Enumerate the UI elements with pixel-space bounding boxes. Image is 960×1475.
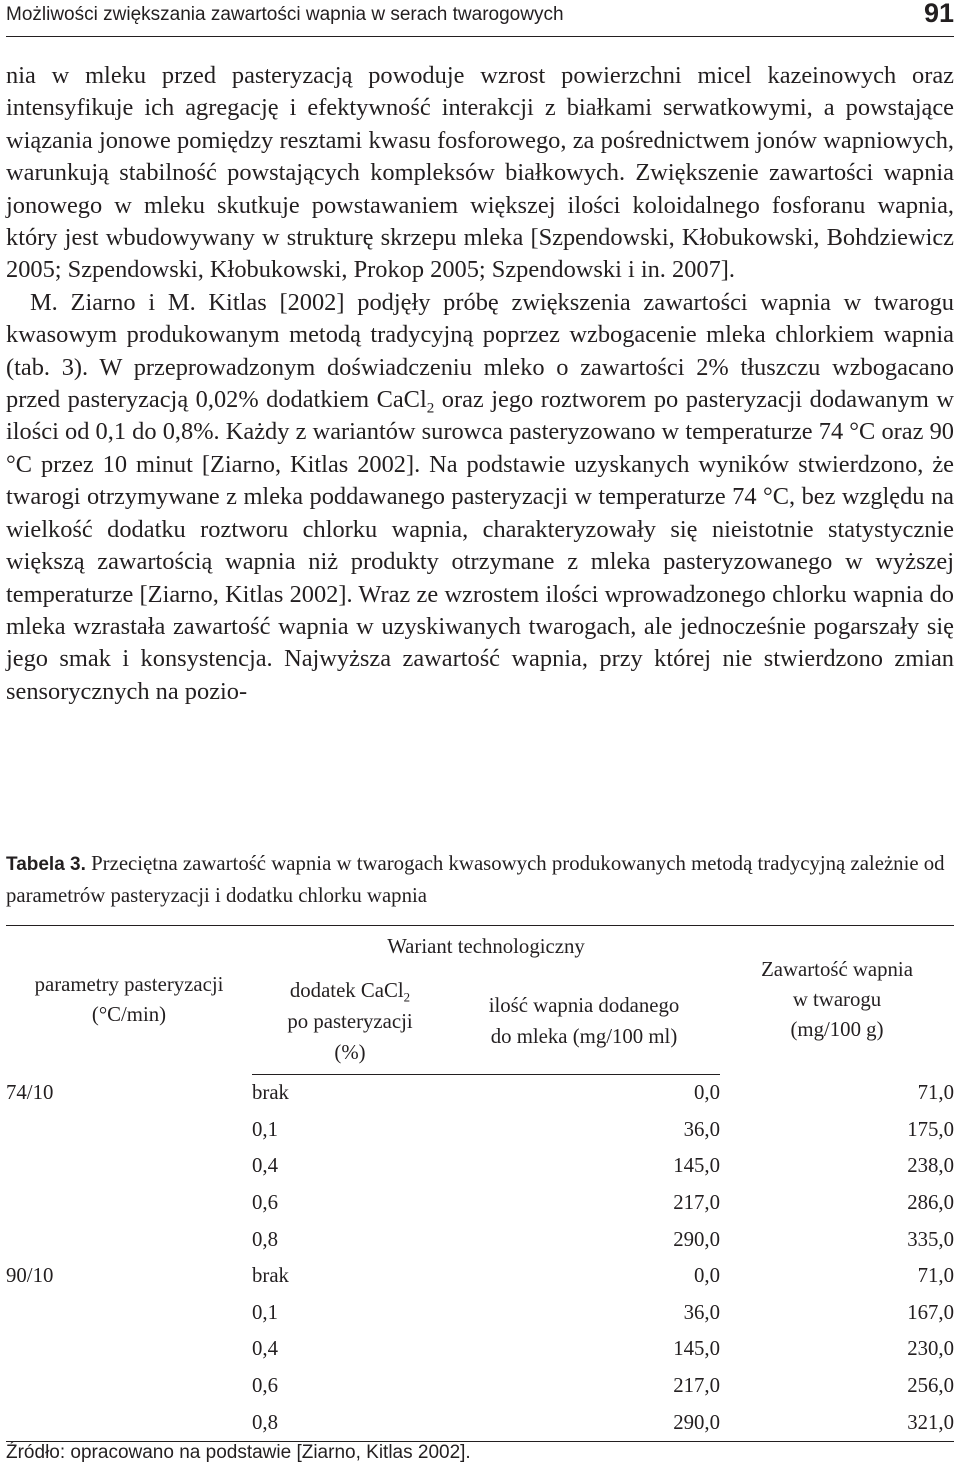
table-row [6,1221,954,1258]
header-param [6,926,252,1075]
cell-ca: 36,0 [683,1117,720,1141]
cell-result: 230,0 [907,1337,954,1361]
body-text [6,60,954,708]
cell-ca: 217,0 [673,1374,720,1398]
paragraph-2-part-2: oraz jego roztworem po pasteryzacji dodawanym w ilości od 0,1 do 0,8%. Każdy z wariantów surowca pasteryzowano w temperaturze 74 °C oraz 90 °C przez 10 minut [Ziarno, Kitlas 2002]. Na podstawie uzyskanych wyników stwierdzono, że twarogi otrzymywane z mleka poddawanego pasteryzacji w temperaturze 74 °C, bez względu na wielkość dodatku roztworu chlorku wapnia, charakteryzowały się nieistotnie statystycznie większą zawartością wapnia niż produkty otrzymane z mleka pasteryzowanego w wyższej temperaturze [Ziarno, Kitlas 2002]. Wraz ze wzrostem ilości wprowadzonego chlorku wapnia do mleka wzrastała zawartość wapnia w uzyskiwanych twarogach, ale jednocześnie pogarszały się jego smak i konsystencja. Najwyższa zawartość wapnia, przy której nie stwierdzono zmian sensorycznych na pozio- [6,386,954,705]
header-cacl-line1 [252,975,448,1006]
header-ca-line1: ilość wapnia dodanego [488,994,680,1017]
cell-cacl: 0,6 [252,1191,278,1215]
header-cacl-line2: po pasteryzacji [287,1009,413,1033]
header-param-line1: parametry pasteryzacji [34,973,224,997]
table-row [6,1368,954,1405]
cell-cacl: 0,8 [252,1404,448,1441]
table-container [6,925,954,1442]
cell-ca: 290,0 [673,1227,720,1251]
data-table [6,925,954,1442]
cell-ca: 36,0 [683,1300,720,1324]
cell-param [6,1295,252,1332]
table-row [6,1185,954,1222]
header-cacl [252,968,448,1075]
cell-cacl: 0,1 [252,1300,278,1324]
table-row [6,1331,954,1368]
running-title: Możliwości zwiększania zawartości wapnia w serach twarogowych [6,4,564,25]
table-row [6,1148,954,1185]
cell-ca: 290,0 [448,1404,720,1441]
cell-result: 167,0 [907,1300,954,1324]
header-cacl-line1-prefix: dodatek CaCl [289,978,404,1002]
cell-result: 321,0 [720,1404,954,1441]
paragraph-2-part-1: M. Ziarno i M. Kitlas [2002] podjęły próbę zwiększenia zawartości wapnia w twarogu kwasowym produkowanym metodą tradycyjną poprzez wzbogacenie mleka chlorkiem wapnia (tab. 3). W przeprowadzonym doświadczeniu mleko o zawartości 2% tłuszczu wzbogacano przed pasteryzacją 0,02% dodatkiem CaCl [6,288,954,414]
cell-param [6,1112,252,1149]
cell-result: 175,0 [907,1117,954,1141]
header-cacl-line3: (%) [334,1040,366,1064]
cell-ca: 0,0 [694,1264,720,1288]
paragraph-1: nia w mleku przed pasteryzacją powoduje wzrost powierzchni micel kazeinowych oraz intensyfikuje ich agregację i efektywność interakcji z białkami serwatkowymi, a powstające wiązania jonowe pomiędzy resztami kwasu fosforowego, za pośrednictwem jonów wapniowych, warunkują stabilność powstających kompleksów białkowych. Zwiększenie zawartości wapnia jonowego w mleku skutkuje powstawaniem większej ilości koloidalnego fosforanu wapnia, który jest wbudowywany w strukturę skrzepu mleka [Szpendowski, Kłobukowski, Bohdziewicz 2005; Szpendowski, Kłobukowski, Prokop 2005; Szpendowski i in. 2007]. [6,62,954,284]
table-row [6,1295,954,1332]
cell-cacl: 0,8 [252,1227,278,1251]
header-variant: Wariant technologiczny [252,926,720,969]
table-source-note: Źródło: opracowano na podstawie [Ziarno, Kitlas 2002]. [6,1442,471,1463]
cell-param [6,1404,252,1441]
cell-cacl: brak [252,1264,289,1288]
cell-ca: 217,0 [673,1191,720,1215]
cell-param [6,1331,252,1368]
cell-param [6,1221,252,1258]
table-caption [6,848,954,911]
cell-param [6,1185,252,1222]
table-caption-label: Tabela 3. [6,854,86,875]
cell-result: 256,0 [907,1374,954,1398]
table-row [6,1112,954,1149]
header-ca [448,968,720,1075]
table-caption-text: Przeciętna zawartość wapnia w twarogach kwasowych produkowanych metodą tradycyjną zależnie od parametrów pasteryzacji i dodatku chlorku wapnia [6,852,945,907]
cell-result: 71,0 [917,1264,954,1288]
header-result-line2: w twarogu [792,988,882,1012]
running-header [6,0,954,37]
cell-result: 286,0 [907,1191,954,1215]
table-row [6,1404,954,1441]
cell-cacl: 0,4 [252,1154,278,1178]
cell-result: 238,0 [907,1154,954,1178]
cell-cacl: 0,6 [252,1374,278,1398]
paragraph-2-subscript: 2 [426,400,435,417]
header-result [720,926,954,1075]
cell-ca: 0,0 [694,1081,720,1105]
cell-param: 74/10 [6,1081,54,1105]
paragraph-2 [6,287,954,708]
cell-cacl: 0,4 [252,1337,278,1361]
table-row [6,1258,954,1295]
header-param-line2: (°C/min) [91,1003,167,1027]
table-row [6,1075,954,1112]
page-number: 91 [923,0,954,28]
header-result-line3: (mg/100 g) [790,1018,884,1042]
header-ca-line2: do mleka (mg/100 ml) [490,1025,678,1048]
cell-cacl: 0,1 [252,1117,278,1141]
header-cacl-subscript: 2 [403,990,411,1004]
cell-result: 71,0 [917,1081,954,1105]
cell-param [6,1148,252,1185]
cell-param: 90/10 [6,1264,54,1288]
header-result-line1: Zawartość wapnia [761,958,913,982]
cell-ca: 145,0 [673,1337,720,1361]
cell-ca: 145,0 [673,1154,720,1178]
cell-result: 335,0 [907,1227,954,1251]
cell-param [6,1368,252,1405]
cell-cacl: brak [252,1081,289,1105]
